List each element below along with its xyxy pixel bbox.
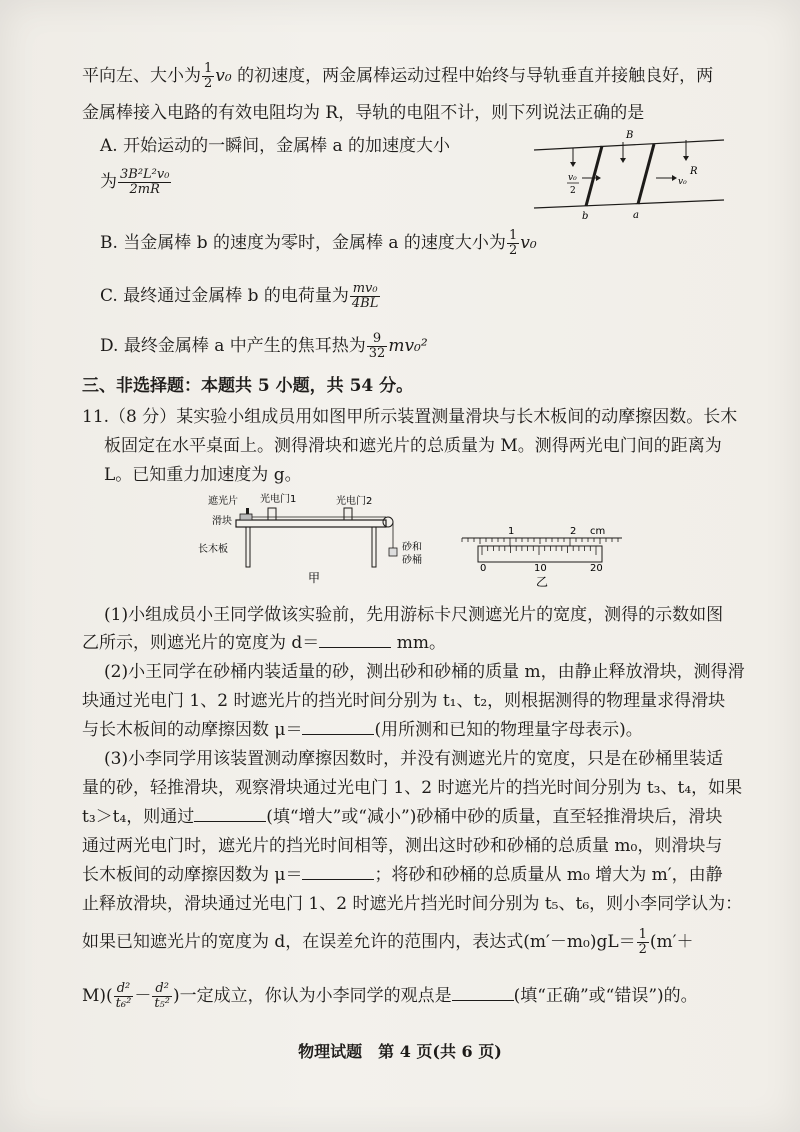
q11-part3-text-b: (填“增大”或“减小”)砂桶中砂的质量，直至轻推滑块后，滑块: [266, 807, 723, 827]
label-v0-half-num: v₀: [568, 173, 577, 183]
option-d-fraction: [367, 332, 388, 361]
sand-bucket: [389, 548, 397, 556]
label-R: R: [690, 166, 698, 177]
q11-part3-line5: [82, 863, 723, 887]
label-b: b: [582, 211, 589, 222]
q10-line1-text-b: 的初速度，两金属棒运动过程中始终与导轨垂直并接触良好，两: [237, 66, 714, 86]
label-sha-2: 砂桶: [402, 555, 422, 566]
page-footer: 物理试题 第 4 页(共 6 页): [298, 1042, 502, 1061]
q11-part3-opinion-text: )一定成立，你认为小李同学的观点是: [172, 986, 452, 1006]
main-scale-1: 1: [508, 526, 515, 537]
denominator-t5: t₅²: [154, 996, 170, 1011]
rails-diagram: [528, 128, 728, 223]
arrowhead-v0: [672, 175, 677, 181]
fraction-half: $\frac{1}{2}$: [204, 61, 213, 91]
q11-part2-line3: [82, 718, 643, 742]
option-d-text: D. 最终金属棒 a 中产生的焦耳热为: [100, 336, 366, 356]
option-a-line2: [100, 168, 172, 197]
q11-part3-expression-text: 如果已知遮光片的宽度为 d，在误差允许的范围内，表达式(m′－m₀)gL＝: [82, 932, 636, 952]
upper-rail: [534, 140, 724, 150]
option-d-denominator: 32: [368, 346, 386, 361]
vernier-scale-ticks: [482, 546, 596, 555]
q11-part1-text: 乙所示，则遮光片的宽度为 d＝: [82, 633, 320, 653]
q11-part1-unit: mm。: [396, 633, 446, 653]
table-leg-right: [372, 527, 376, 567]
section-3-heading: 三、非选择题：本题共 5 小题，共 54 分。: [82, 376, 414, 396]
q11-intro-2: 板固定在水平桌面上。测得滑块和遮光片的总质量为 M。测得两光电门间的距离为: [104, 436, 722, 456]
table-leg-left: [246, 527, 250, 567]
fraction-half-2: $\frac{1}{2}$: [638, 927, 647, 957]
photogate-1: [268, 508, 276, 520]
lower-rail: [534, 200, 724, 208]
numerator-d2-b: d²: [152, 982, 172, 997]
figure-yi-vernier: [452, 522, 632, 590]
long-board: [236, 520, 386, 527]
q11-part1-line2: [82, 631, 446, 655]
fraction-d2-t5: [152, 982, 172, 1011]
option-d: [100, 332, 428, 361]
label-v0: v₀: [678, 177, 687, 187]
q10-line1: [82, 62, 713, 91]
option-d-numerator: 9: [367, 332, 388, 347]
label-zheguangpian: 遮光片: [208, 496, 238, 507]
answer-blank-adjust[interactable]: [194, 807, 266, 822]
answer-blank-d[interactable]: [319, 633, 391, 648]
field-arrowhead-1: [570, 162, 576, 167]
q11-intro-1: 11.（8 分）某实验小组成员用如图甲所示装置测量滑块与长木板间的动摩擦因数。长木: [82, 407, 738, 427]
option-a-fraction: [118, 168, 171, 197]
q11-part3-line6: 止释放滑块，滑块通过光电门 1、2 时遮光片挡光时间分别为 t₅、t₆，则小李同学认为：: [82, 894, 743, 914]
option-a-line1: A. 开始运动的一瞬间，金属棒 a 的加速度大小: [100, 136, 451, 156]
answer-blank-opinion[interactable]: [452, 986, 514, 1001]
option-c-denominator: 4BL: [351, 296, 379, 311]
q11-part2-line2: 块通过光电门 1、2 时遮光片的挡光时间分别为 t₁、t₂，则根据测得的物理量求得滑块: [82, 691, 726, 711]
fraction-d2-t6: [114, 982, 134, 1011]
label-muban: 长木板: [198, 544, 228, 555]
v0-symbol: v₀: [215, 66, 232, 86]
figure-jia-apparatus: [196, 490, 446, 590]
q11-part1-line1: (1)小组成员小王同学做该实验前，先用游标卡尺测遮光片的宽度，测得的示数如图: [104, 605, 724, 625]
q11-part3-line3: [82, 805, 722, 829]
minus-sign: －: [134, 986, 152, 1006]
q11-part3-expression-tail: (m′＋: [649, 932, 694, 952]
q11-part3-text-a: t₃＞t₄，则通过: [82, 807, 195, 827]
label-gate-1: 光电门1: [260, 494, 297, 505]
q11-part3-line1: (3)小李同学用该装置测动摩擦因数时，并没有测遮光片的宽度，只是在砂桶里装适: [104, 749, 724, 769]
option-b: [100, 229, 537, 258]
answer-blank-mu2[interactable]: [302, 865, 374, 880]
label-huakuai: 滑块: [212, 516, 232, 527]
field-arrowhead-2: [620, 158, 626, 163]
q11-part3-mass-text: ；将砂和砂桶的总质量从 m₀ 增大为 m′，由静: [374, 865, 723, 885]
q11-part3-M: M)(: [82, 986, 113, 1006]
option-c: [100, 282, 381, 311]
caption-jia: 甲: [308, 571, 321, 585]
vernier-10: 10: [534, 563, 547, 574]
q11-part3-line4: 通过两光电门时，遮光片的挡光时间相等，测出这时砂和砂桶的总质量 m₀，则滑块与: [82, 836, 723, 856]
q10-line1-text-a: 平向左、大小为: [82, 66, 201, 86]
q11-intro-3: L。已知重力加速度为 g。: [104, 465, 302, 485]
rod-b: [586, 146, 602, 206]
field-arrowhead-3: [683, 156, 689, 161]
label-B: B: [626, 130, 634, 141]
pulley: [383, 517, 393, 527]
q11-part3-opinion-note: (填“正确”或“错误”)的。: [513, 986, 698, 1006]
numerator-d2-a: d²: [114, 982, 134, 997]
option-a-numerator: 3B²L²v₀: [120, 167, 170, 182]
label-a: a: [633, 210, 639, 221]
q11-part3-line8: [82, 982, 698, 1011]
q10-line2: 金属棒接入电路的有效电阻均为 R，导轨的电阻不计，则下列说法正确的是: [82, 103, 645, 123]
label-gate-2: 光电门2: [336, 496, 373, 507]
q11-part3-line7: [82, 928, 694, 957]
vernier-0: 0: [480, 563, 487, 574]
label-v0-half-den: 2: [570, 186, 576, 196]
main-scale-unit: cm: [590, 526, 606, 537]
denominator-t6: t₆²: [115, 996, 132, 1011]
answer-blank-mu1[interactable]: [302, 720, 374, 735]
option-d-tail: mv₀²: [388, 336, 428, 356]
q11-part3-mu-text: 长木板间的动摩擦因数为 μ＝: [82, 865, 303, 885]
q11-part2-line1: (2)小王同学在砂桶内装适量的砂，测出砂和砂桶的质量 m，由静止释放滑块，测得滑: [104, 662, 745, 682]
option-a-denominator: 2mR: [129, 182, 160, 197]
slider-block: [240, 514, 252, 520]
caption-yi: 乙: [536, 575, 549, 589]
q11-part2-note: (用所测和已知的物理量字母表示)。: [374, 720, 643, 740]
option-c-fraction: [350, 282, 380, 311]
option-c-text: C. 最终通过金属棒 b 的电荷量为: [100, 286, 349, 306]
photogate-2: [344, 508, 352, 520]
arrowhead-v0-half: [596, 175, 601, 181]
option-b-fraction: $\frac{1}{2}$: [508, 228, 518, 258]
q11-part3-line2: 量的砂，轻推滑块，观察滑块通过光电门 1、2 时遮光片的挡光时间分别为 t₃、t₄，如果: [82, 778, 743, 798]
q11-part2-text: 与长木板间的动摩擦因数 μ＝: [82, 720, 303, 740]
option-a-prefix: 为: [100, 172, 117, 192]
label-sha-1: 砂和: [402, 542, 422, 553]
option-b-text: B. 当金属棒 b 的速度为零时，金属棒 a 的速度大小为: [100, 233, 506, 253]
shading-strip: [246, 508, 249, 514]
main-scale-ticks: [462, 538, 618, 546]
rod-a: [638, 144, 654, 204]
vernier-scale-box: [478, 546, 602, 562]
option-b-v0: v₀: [520, 233, 537, 253]
option-c-numerator: mv₀: [350, 282, 380, 297]
main-scale-2: 2: [570, 526, 577, 537]
vernier-20: 20: [590, 563, 603, 574]
